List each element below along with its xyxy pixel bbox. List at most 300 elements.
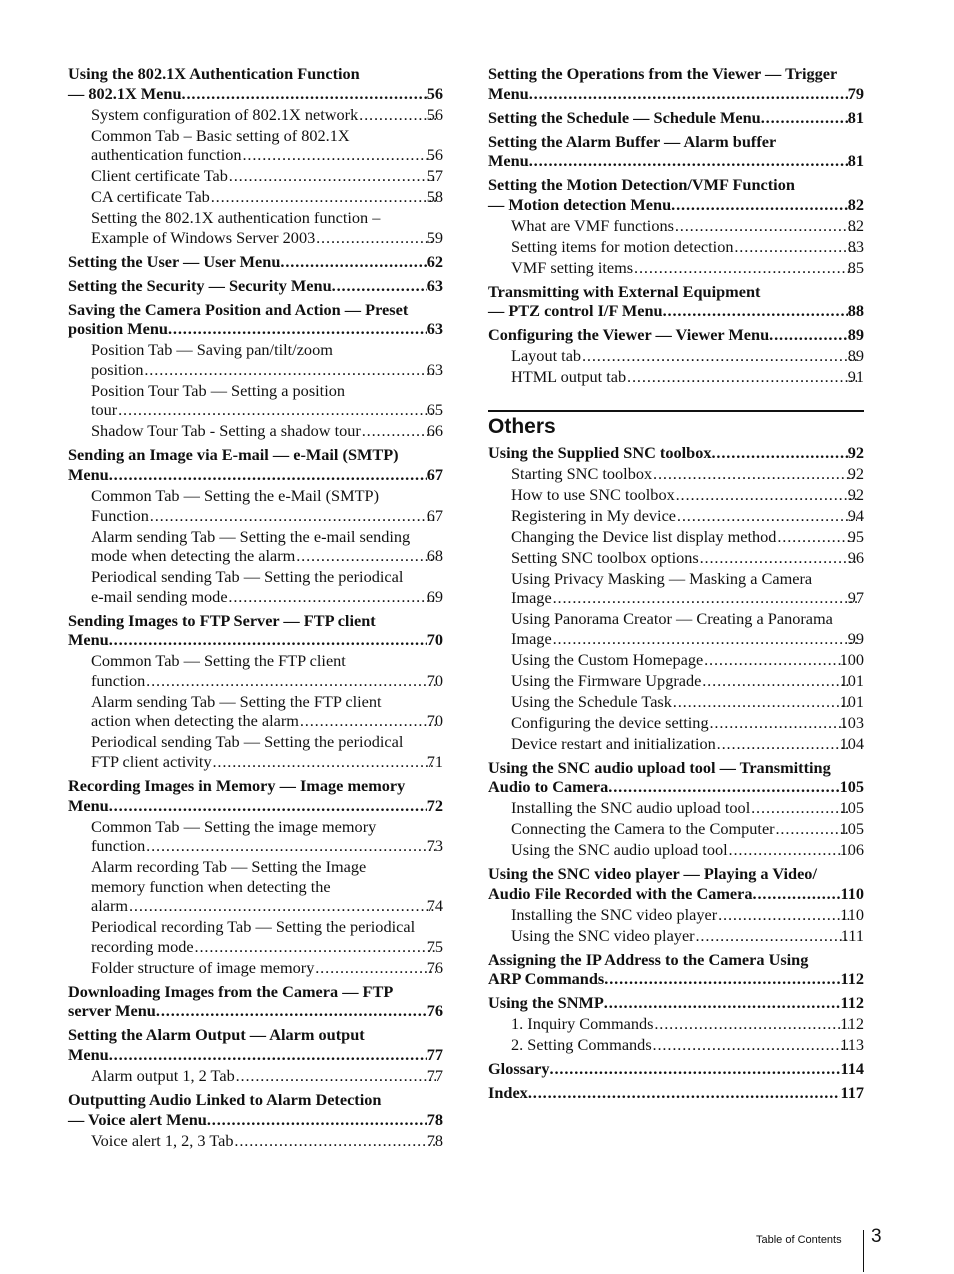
toc-entry-text: System configuration of 802.1X network	[91, 104, 359, 124]
toc-right-column	[488, 64, 864, 1103]
toc-entry-line	[91, 166, 443, 186]
toc-entry-line	[488, 132, 864, 152]
toc-subentry[interactable]	[68, 187, 443, 207]
toc-subentry[interactable]	[68, 567, 443, 606]
toc-entry-line	[91, 670, 443, 691]
dot-leader	[776, 527, 856, 547]
toc-entry[interactable]	[68, 276, 443, 296]
toc-entry-text: Using the SNC video player — Playing a Video/	[488, 864, 817, 884]
toc-entry-text: Setting the Schedule — Schedule Menu	[488, 107, 761, 127]
toc-page-number: 66	[426, 421, 443, 441]
toc-subentry[interactable]	[68, 486, 443, 525]
toc-entry[interactable]	[488, 443, 864, 463]
toc-page-number: 91	[847, 367, 864, 387]
toc-entry-text: Installing the SNC video player	[511, 904, 718, 924]
toc-entry-text: Common Tab — Setting the image memory	[91, 816, 377, 836]
toc-entry-line	[91, 187, 443, 207]
toc-entry-text: Common Tab – Basic setting of 802.1X	[91, 125, 350, 145]
toc-subentry[interactable]	[488, 1014, 864, 1034]
toc-entry-line	[511, 670, 864, 691]
toc-entry-line	[511, 367, 864, 387]
toc-entry-text: Using the SNC video player	[511, 925, 695, 945]
dot-leader	[709, 713, 849, 733]
dot-leader	[728, 840, 849, 860]
toc-page-number: 70	[426, 670, 443, 690]
toc-page-number: 77	[426, 1045, 443, 1065]
toc-entry-text: FTP client activity	[91, 752, 212, 772]
dot-leader	[717, 905, 849, 925]
toc-entry-line	[511, 484, 864, 505]
dot-leader	[761, 108, 848, 128]
toc-subentry[interactable]	[488, 819, 864, 839]
toc-entry-line	[91, 546, 443, 566]
toc-entry-text: Menu	[68, 1045, 109, 1065]
toc-entry-line	[68, 252, 443, 272]
toc-entry-text: Position Tour Tab — Setting a position	[91, 380, 346, 400]
toc-entry-line	[511, 547, 864, 568]
toc-entry[interactable]	[488, 864, 864, 903]
toc-entry-text: Client certificate Tab	[91, 166, 228, 186]
toc-entry-text: Menu	[68, 795, 109, 815]
toc-entry-text: Setting the User — User Menu	[68, 251, 281, 271]
toc-page-number: 74	[426, 896, 443, 916]
dot-leader	[145, 671, 435, 691]
dot-leader	[182, 84, 427, 104]
dot-leader	[608, 777, 839, 797]
toc-entry-line	[91, 732, 443, 752]
toc-entry-line	[91, 567, 443, 587]
toc-page-number: 105	[839, 798, 864, 818]
dot-leader	[228, 166, 436, 186]
toc-entry-line	[511, 1014, 864, 1034]
toc-entry-text: Saving the Camera Position and Action — Preset	[68, 299, 409, 319]
toc-page-number: 113	[840, 1035, 864, 1055]
dot-leader	[109, 796, 427, 816]
toc-entry-text: — Voice alert Menu	[68, 1109, 207, 1129]
toc-entry-line	[91, 340, 443, 360]
toc-entry-line	[488, 443, 864, 463]
toc-page-number: 95	[847, 526, 864, 546]
toc-subentry[interactable]	[68, 421, 443, 441]
toc-subentry[interactable]	[488, 216, 864, 236]
toc-subentry[interactable]	[488, 1035, 864, 1055]
dot-leader	[299, 711, 436, 731]
toc-subentry[interactable]	[488, 734, 864, 754]
toc-entry-text: Using the SNC audio upload tool	[511, 840, 728, 860]
toc-entry-line	[91, 1066, 443, 1086]
toc-entry-line	[511, 712, 864, 733]
dot-leader	[228, 587, 436, 607]
toc-page-number: 56	[426, 83, 443, 103]
toc-entry-line	[68, 319, 443, 339]
toc-subentry[interactable]	[488, 905, 864, 925]
toc-entry[interactable]	[68, 300, 443, 339]
dot-leader	[212, 752, 436, 772]
toc-entry-line	[91, 505, 443, 526]
toc-entry-line	[91, 125, 443, 146]
toc-entry-line	[488, 950, 864, 970]
dot-leader	[194, 937, 436, 957]
toc-entry-line	[91, 917, 443, 937]
toc-entry-line	[68, 84, 443, 104]
toc-entry-line	[68, 276, 443, 296]
dot-leader	[109, 1045, 427, 1065]
toc-entry-line	[68, 982, 443, 1002]
toc-page-number: 110	[840, 904, 864, 924]
toc-page-number: 67	[426, 464, 443, 484]
toc-entry-line	[488, 969, 864, 989]
toc-entry-text: tour	[91, 400, 118, 420]
toc-entry-text: Using the Firmware Upgrade	[511, 670, 702, 690]
toc-page-number: 78	[426, 1109, 443, 1129]
toc-entry[interactable]	[488, 758, 864, 797]
dot-leader	[775, 819, 849, 839]
toc-entry-text: Common Tab — Setting the FTP client	[91, 651, 346, 671]
toc-subentry[interactable]	[68, 958, 443, 978]
toc-entry-text: function	[91, 670, 146, 690]
toc-subentry[interactable]	[488, 926, 864, 946]
toc-entry-text: server Menu	[68, 1001, 156, 1021]
toc-entry[interactable]	[68, 445, 443, 484]
toc-entry-line	[488, 64, 864, 84]
toc-entry-line	[68, 445, 443, 465]
toc-entry[interactable]	[68, 64, 443, 103]
toc-subentry[interactable]	[488, 485, 864, 505]
toc-entry-text: HTML output tab	[511, 367, 627, 387]
toc-entry-line	[488, 777, 864, 797]
toc-page-number: 67	[426, 505, 443, 525]
toc-subentry[interactable]	[488, 650, 864, 670]
toc-entry-text: Using the SNC audio upload tool — Transmitting	[488, 757, 831, 777]
toc-subentry[interactable]	[68, 651, 443, 690]
toc-entry-line	[91, 711, 443, 731]
toc-entry-line	[488, 1083, 864, 1103]
dot-leader	[653, 1014, 849, 1034]
toc-page-number: 82	[847, 215, 864, 235]
toc-page-number: 89	[847, 346, 864, 366]
toc-subentry[interactable]	[68, 381, 443, 420]
toc-subentry[interactable]	[488, 692, 864, 712]
toc-entry-text: Setting the Operations from the Viewer — Trigger	[488, 64, 838, 83]
toc-entry-line	[488, 84, 864, 104]
toc-page-number: 57	[426, 166, 443, 186]
toc-page-number: 81	[847, 151, 864, 171]
toc-entry-line	[68, 1090, 443, 1110]
toc-entry-line	[511, 568, 864, 589]
toc-page-number: 112	[840, 1014, 864, 1034]
toc-entry-text: Using the Supplied SNC toolbox	[488, 442, 712, 462]
toc-subentry[interactable]	[68, 126, 443, 165]
toc-subentry[interactable]	[488, 506, 864, 526]
toc-page-number: 59	[426, 227, 443, 247]
toc-page-number: 110	[840, 883, 864, 903]
toc-entry[interactable]	[488, 64, 864, 103]
dot-leader	[235, 1066, 436, 1086]
toc-entry-text: CA certificate Tab	[91, 187, 210, 207]
toc-page-number: 92	[847, 463, 864, 483]
dot-leader	[769, 325, 848, 345]
dot-leader	[604, 993, 841, 1013]
toc-entry-line	[68, 796, 443, 816]
dot-leader	[733, 237, 856, 257]
toc-entry-text: Index	[488, 1083, 528, 1103]
toc-page-number: 101	[839, 691, 864, 711]
toc-subentry[interactable]	[68, 857, 443, 916]
toc-subentry[interactable]	[68, 340, 443, 379]
toc-entry-text: Outputting Audio Linked to Alarm Detection	[68, 1090, 382, 1110]
toc-page-number: 92	[847, 442, 864, 462]
toc-page-number: 112	[840, 969, 864, 989]
toc-subentry[interactable]	[488, 798, 864, 818]
toc-entry-line	[488, 993, 864, 1013]
toc-entry-line	[511, 526, 864, 547]
toc-entry-text: position Menu	[68, 319, 168, 339]
toc-subentry[interactable]	[68, 817, 443, 856]
dot-leader	[210, 187, 436, 207]
dot-leader	[552, 588, 857, 608]
toc-page-number: 56	[426, 145, 443, 165]
toc-entry-text: Setting items for motion detection	[511, 236, 734, 256]
toc-subentry[interactable]	[68, 732, 443, 771]
toc-entry-text: VMF setting items	[511, 257, 634, 277]
toc-entry-text: Configuring the Viewer — Viewer Menu	[488, 325, 770, 345]
toc-subentry[interactable]	[68, 105, 443, 125]
toc-entry-text: Alarm recording Tab — Setting the Image	[91, 857, 367, 877]
toc-page-number: 76	[426, 1001, 443, 1021]
dot-leader	[701, 671, 848, 691]
dot-leader	[528, 1083, 841, 1103]
toc-subentry[interactable]	[488, 713, 864, 733]
toc-subentry[interactable]	[488, 237, 864, 257]
dot-leader	[295, 546, 435, 566]
dot-leader	[703, 650, 848, 670]
toc-page-number: 88	[847, 301, 864, 321]
toc-entry-line	[511, 588, 864, 608]
toc-page-number: 81	[847, 107, 864, 127]
toc-entry[interactable]	[68, 252, 443, 272]
toc-page-number: 82	[847, 194, 864, 214]
toc-entry-text: e-mail sending mode	[91, 586, 228, 606]
toc-entry[interactable]	[488, 1059, 864, 1079]
toc-subentry[interactable]	[68, 692, 443, 731]
toc-entry-text: Setting the Motion Detection/VMF Function	[488, 175, 795, 195]
toc-entry-text: — Motion detection Menu	[488, 194, 672, 214]
toc-subentry[interactable]	[488, 527, 864, 547]
toc-entry-text: Assigning the IP Address to the Camera Using	[488, 949, 809, 969]
toc-entry-text: Registering in My device	[511, 505, 677, 525]
toc-page-number: 96	[847, 547, 864, 567]
toc-entry-text: Setting the Alarm Output — Alarm output	[68, 1025, 365, 1045]
toc-right-top-list	[488, 64, 864, 387]
dot-leader	[753, 884, 841, 904]
toc-entry-text: Using the Custom Homepage	[511, 649, 704, 669]
toc-page-number: 106	[839, 840, 864, 860]
toc-entry[interactable]	[488, 108, 864, 128]
toc-page-number: 63	[426, 319, 443, 339]
toc-subentry[interactable]	[488, 258, 864, 278]
toc-page-number: 114	[840, 1059, 864, 1079]
toc-entry-text: position	[91, 359, 144, 379]
toc-page-number: 70	[426, 630, 443, 650]
toc-page-number: 63	[426, 275, 443, 295]
toc-entry-line	[68, 630, 443, 650]
dot-leader	[242, 145, 436, 165]
toc-subentry[interactable]	[488, 367, 864, 387]
toc-entry-line	[91, 359, 443, 380]
dot-leader	[149, 506, 436, 526]
toc-entry[interactable]	[488, 950, 864, 989]
toc-entry-text: Starting SNC toolbox	[511, 463, 653, 483]
toc-entry-text: Using the 802.1X Authentication Function	[68, 64, 360, 83]
toc-subentry[interactable]	[68, 166, 443, 186]
toc-page-number: 94	[847, 505, 864, 525]
toc-subentry[interactable]	[488, 548, 864, 568]
toc-entry-line	[511, 257, 864, 278]
toc-entry-text: Connecting the Camera to the Computer	[511, 819, 775, 839]
toc-entry-text: Voice alert 1, 2, 3 Tab	[91, 1130, 234, 1150]
toc-subentry[interactable]	[68, 527, 443, 566]
toc-entry-line	[68, 1045, 443, 1065]
toc-entry-text: authentication function	[91, 145, 242, 165]
toc-entry-text: Menu	[488, 151, 529, 171]
toc-subentry[interactable]	[68, 1066, 443, 1086]
toc-entry-line	[68, 64, 443, 84]
toc-entry-line	[511, 463, 864, 484]
toc-entry-text: Installing the SNC audio upload tool	[511, 798, 751, 818]
toc-entry[interactable]	[488, 1083, 864, 1103]
toc-page-number: 97	[847, 588, 864, 608]
toc-entry-text: Alarm sending Tab — Setting the FTP client	[91, 691, 382, 711]
toc-entry-line	[91, 752, 443, 772]
toc-subentry[interactable]	[488, 569, 864, 608]
toc-entry-line	[91, 876, 443, 897]
toc-subentry[interactable]	[488, 346, 864, 366]
toc-entry-text: Device restart and initialization	[511, 733, 716, 753]
dot-leader	[699, 548, 857, 568]
toc-entry-text: alarm	[91, 896, 129, 916]
dot-leader	[750, 798, 848, 818]
toc-subentry[interactable]	[488, 464, 864, 484]
toc-subentry[interactable]	[488, 840, 864, 860]
toc-entry-text: Alarm output 1, 2 Tab	[91, 1066, 235, 1086]
toc-page-number: 105	[839, 777, 864, 797]
toc-page-number: 101	[839, 670, 864, 690]
toc-entry-line	[511, 819, 864, 839]
toc-entry-line	[488, 301, 864, 321]
toc-page-number: 104	[839, 733, 864, 753]
toc-entry-line	[91, 896, 443, 916]
toc-entry-text: Menu	[488, 83, 529, 103]
dot-leader	[315, 228, 435, 248]
toc-page-number: 70	[426, 711, 443, 731]
toc-entry-line	[511, 925, 864, 946]
dot-leader	[207, 1110, 427, 1130]
toc-entry-text: Setting SNC toolbox options	[511, 547, 699, 567]
toc-entry-line	[488, 758, 864, 778]
toc-entry-line	[91, 836, 443, 856]
toc-entry-line	[68, 776, 443, 796]
toc-entry-text: Using the Schedule Task	[511, 691, 672, 711]
toc-entry-line	[91, 857, 443, 877]
toc-entry[interactable]	[488, 993, 864, 1013]
toc-entry-text: recording mode	[91, 936, 194, 956]
toc-entry-text: Function	[91, 505, 149, 525]
toc-entry-line	[511, 649, 864, 670]
dot-leader	[361, 421, 436, 441]
page-number: 3	[871, 1226, 882, 1247]
dot-leader	[633, 258, 857, 278]
dot-leader	[675, 485, 857, 505]
dot-leader	[663, 301, 848, 321]
dot-leader	[676, 506, 857, 526]
others-section-heading: Others	[488, 410, 864, 441]
toc-page-number: 71	[426, 752, 443, 772]
toc-entry[interactable]	[68, 1025, 443, 1064]
toc-entry-text: Layout tab	[511, 346, 582, 366]
toc-page-number: 111	[840, 925, 864, 945]
dot-leader	[672, 692, 849, 712]
toc-entry-text: Common Tab — Setting the e-Mail (SMTP)	[91, 485, 379, 505]
toc-entry[interactable]	[68, 776, 443, 815]
dot-leader	[143, 360, 435, 380]
toc-entry-text: function	[91, 836, 146, 856]
toc-subentry[interactable]	[68, 208, 443, 247]
toc-entry[interactable]	[488, 175, 864, 214]
toc-page-number: 83	[847, 236, 864, 256]
toc-page-number: 77	[426, 1066, 443, 1086]
dot-leader	[128, 896, 436, 916]
toc-entry-text: Downloading Images from the Camera — FTP	[68, 981, 394, 1001]
footer-divider	[863, 1230, 864, 1272]
toc-entry[interactable]	[68, 982, 443, 1021]
toc-subentry[interactable]	[488, 609, 864, 648]
toc-subentry[interactable]	[68, 1131, 443, 1151]
dot-leader	[168, 319, 427, 339]
toc-subentry[interactable]	[68, 917, 443, 956]
toc-entry-text: Audio to Camera	[488, 777, 609, 797]
toc-entry[interactable]	[488, 282, 864, 321]
toc-entry-text: Folder structure of image memory	[91, 957, 315, 977]
footer-label: Table of Contents	[756, 1234, 842, 1246]
toc-entry-text: Shadow Tour Tab - Setting a shadow tour	[91, 421, 361, 441]
toc-entry-text: Alarm sending Tab — Setting the e-mail sending	[91, 526, 411, 546]
toc-entry-text: mode when detecting the alarm	[91, 546, 296, 566]
toc-entry-line	[91, 485, 443, 506]
toc-entry-line	[91, 936, 443, 957]
toc-entry-line	[68, 300, 443, 320]
toc-left-column	[68, 64, 443, 1150]
toc-entry-line	[511, 904, 864, 925]
toc-page-number: 100	[839, 649, 864, 669]
toc-entry-text: ARP Commands	[488, 969, 605, 989]
toc-entry[interactable]	[68, 611, 443, 650]
toc-subentry[interactable]	[488, 671, 864, 691]
toc-entry-line	[511, 346, 864, 366]
toc-entry-text: Audio File Recorded with the Camera	[488, 883, 753, 903]
toc-entry[interactable]	[488, 132, 864, 171]
toc-page-number: 62	[426, 251, 443, 271]
toc-entry-line	[91, 400, 443, 420]
toc-entry[interactable]	[68, 1090, 443, 1129]
dot-leader	[314, 958, 435, 978]
toc-entry-text: Image	[511, 628, 552, 648]
dot-leader	[695, 926, 850, 946]
toc-entry[interactable]	[488, 325, 864, 345]
toc-entry-text: 2. Setting Commands	[511, 1035, 652, 1055]
toc-page-number: 75	[426, 936, 443, 956]
dot-leader	[674, 216, 857, 236]
toc-entry-line	[511, 215, 864, 236]
